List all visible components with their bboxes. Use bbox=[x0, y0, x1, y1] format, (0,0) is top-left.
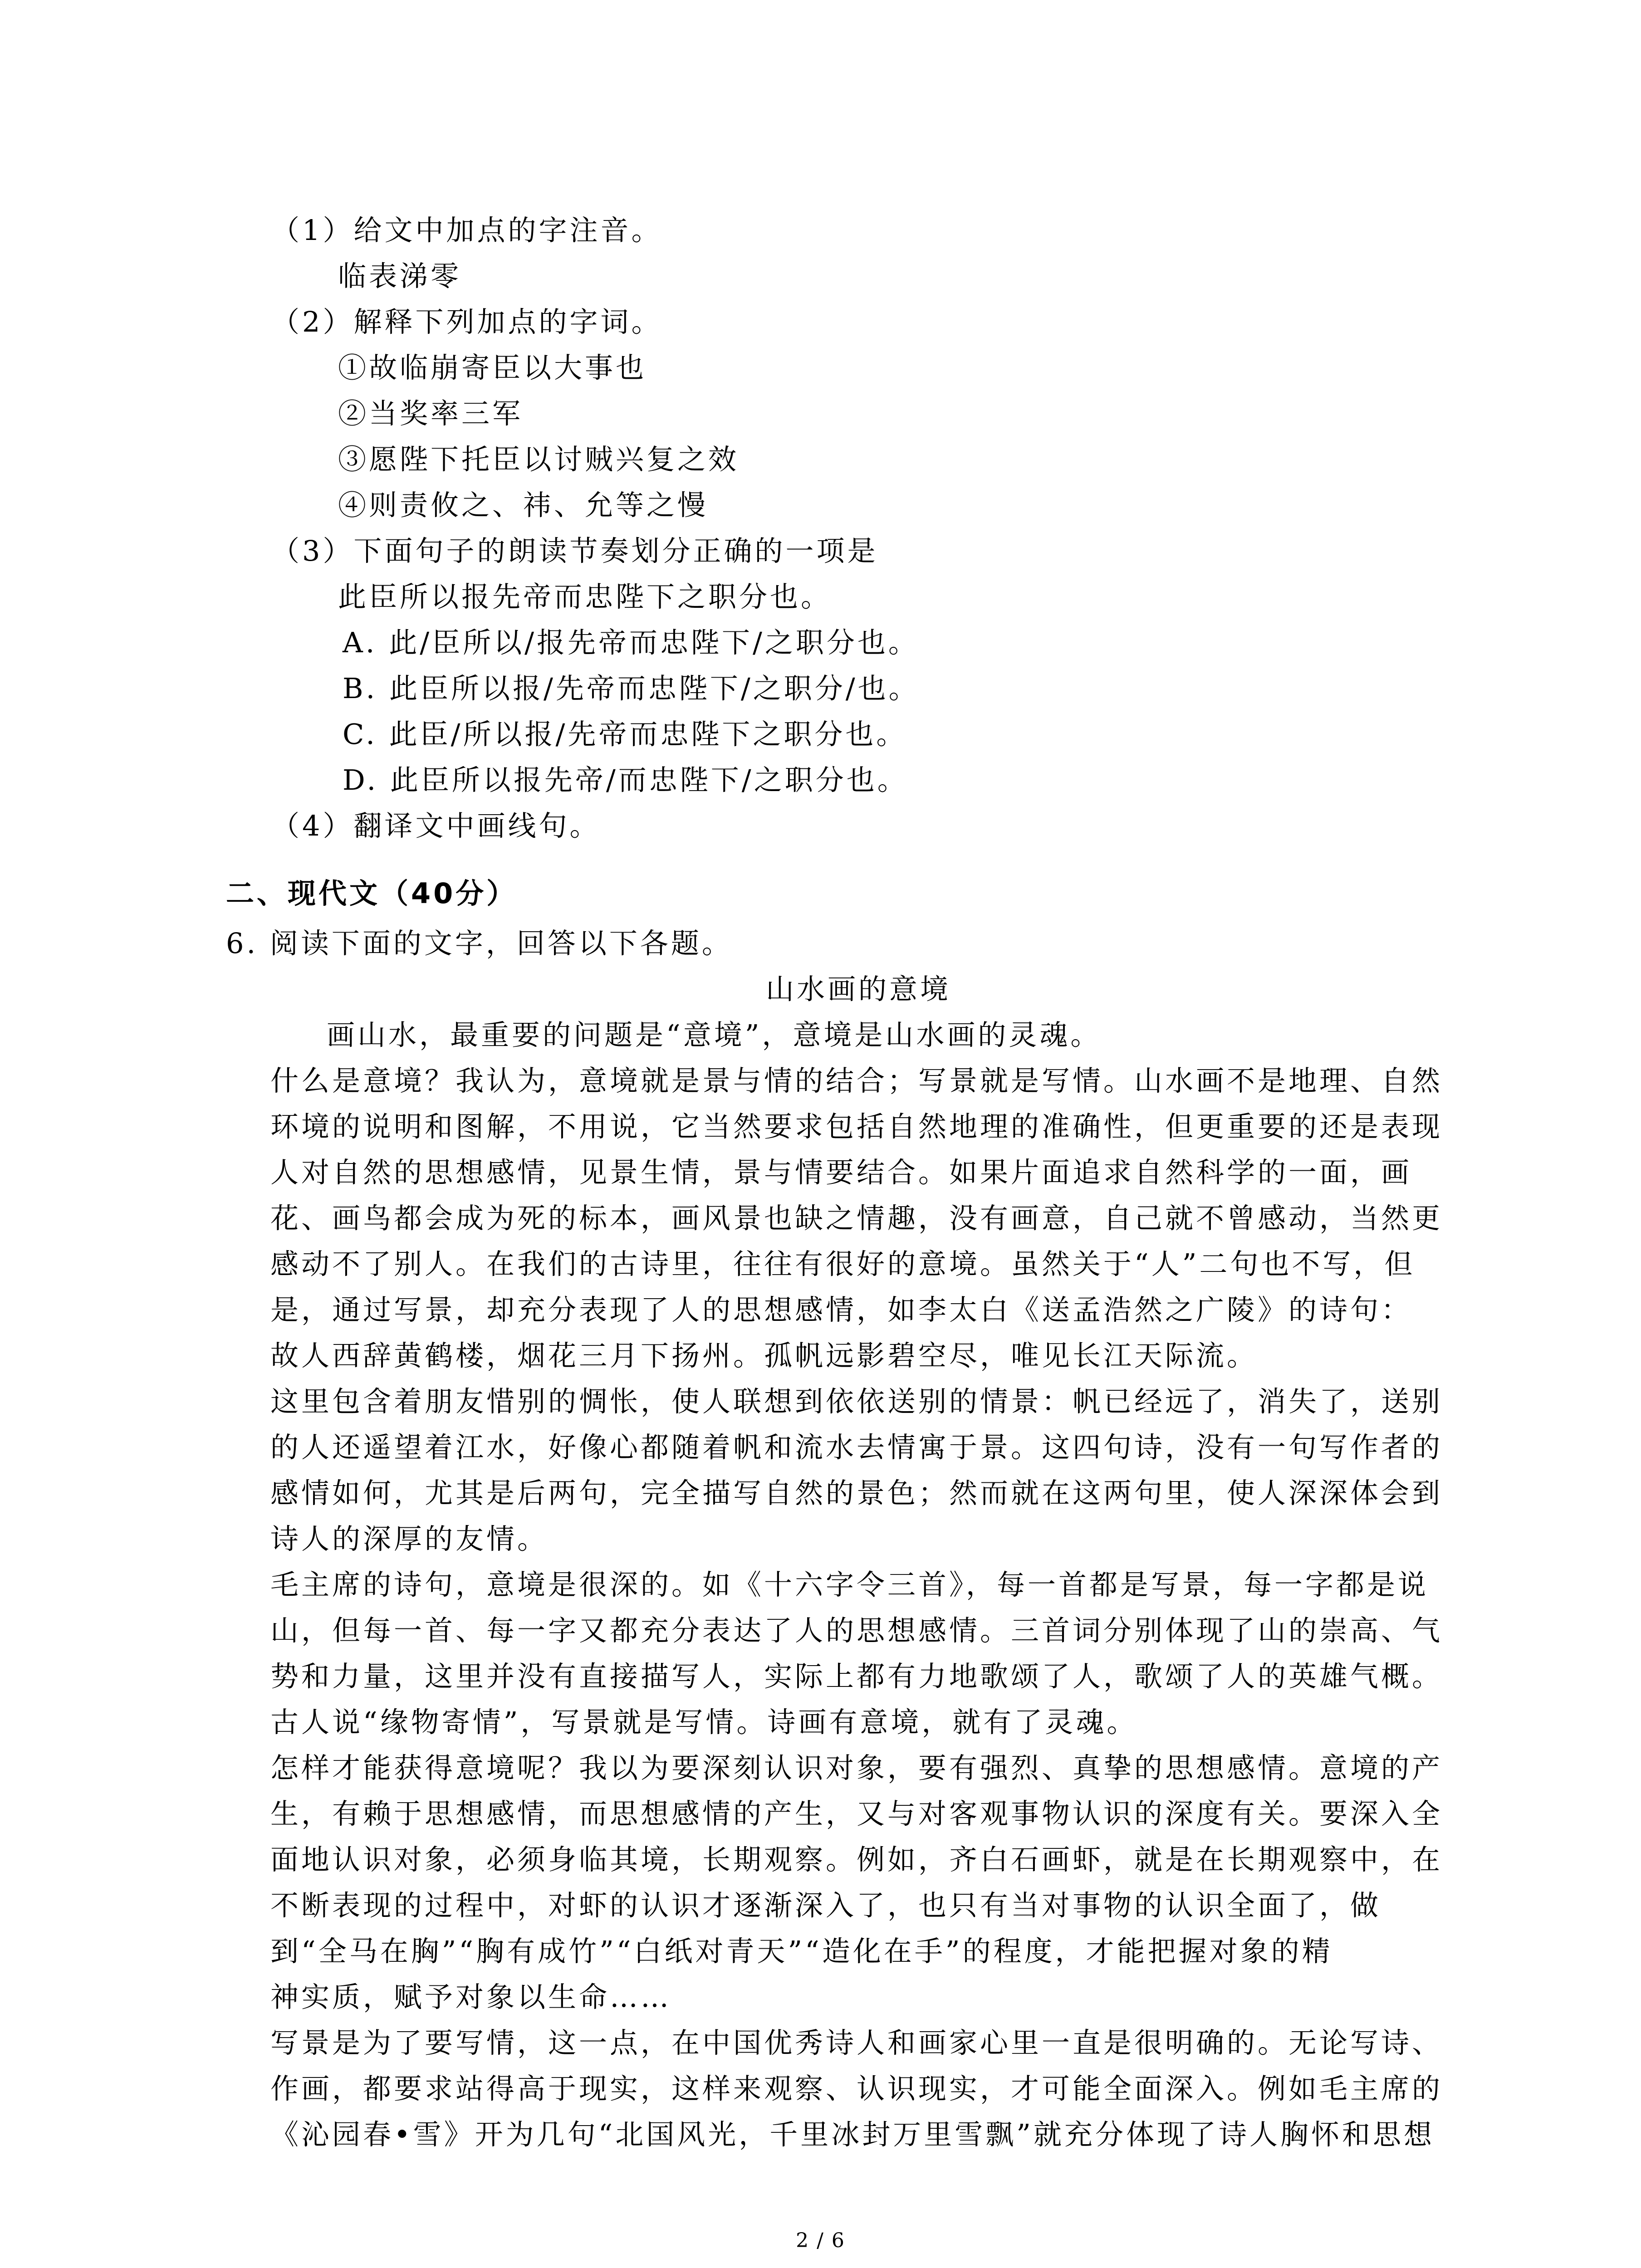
q5-option-d: D. 此臣所以报先帝/而忠陛下/之职分也。 bbox=[343, 763, 908, 797]
q5-sub3-sentence: 此臣所以报先帝而忠陛下之职分也。 bbox=[338, 580, 832, 613]
passage-line: 的人还遥望着江水，好像心都随着帆和流水去情寓于景。这四句诗，没有一句写作者的 bbox=[270, 1431, 1443, 1464]
passage-line: 面地认识对象，必须身临其境，长期观察。例如，齐白石画虾，就是在长期观察中，在 bbox=[270, 1843, 1443, 1876]
passage-line: 是，通过写景，却充分表现了人的思想感情，如李太白《送孟浩然之广陵》的诗句： bbox=[270, 1293, 1412, 1326]
passage-line: 作画，都要求站得高于现实，这样来观察、认识现实，才可能全面深入。例如毛主席的 bbox=[270, 2072, 1443, 2105]
q5-sub3: （3）下面句子的朗读节奏划分正确的一项是 bbox=[271, 534, 878, 567]
passage-line: 感情如何，尤其是后两句，完全描写自然的景色；然而就在这两句里，使人深深体会到 bbox=[270, 1476, 1443, 1510]
passage-line: 感动不了别人。在我们的古诗里，往往有很好的意境。虽然关于“人”二句也不写，但 bbox=[270, 1247, 1416, 1281]
q5-sub1-word: 临表涕零 bbox=[338, 259, 462, 293]
passage-line: 花、画鸟都会成为死的标本，画风景也缺之情趣，没有画意，自己就不曾感动，当然更 bbox=[270, 1202, 1443, 1235]
q5-sub1: （1）给文中加点的字注音。 bbox=[271, 214, 662, 247]
passage-line: 不断表现的过程中，对虾的认识才逐渐深入了，也只有当对事物的认识全面了，做 bbox=[270, 1889, 1381, 1922]
q5-option-b: B. 此臣所以报/先帝而忠陛下/之职分/也。 bbox=[343, 672, 920, 705]
q5-option-a: A. 此/臣所以/报先帝而忠陛下/之职分也。 bbox=[343, 626, 919, 659]
q5-sub2-item: ②当奖率三军 bbox=[338, 397, 524, 430]
passage-line: 怎样才能获得意境呢？我以为要深刻认识对象，要有强烈、真挚的思想感情。意境的产 bbox=[270, 1751, 1443, 1784]
q5-sub2-item: ①故临崩寄臣以大事也 bbox=[338, 351, 647, 384]
passage-line: 势和力量，这里并没有直接描写人，实际上都有力地歌颂了人，歌颂了人的英雄气概。 bbox=[270, 1660, 1443, 1693]
passage-line: 生，有赖于思想感情，而思想感情的产生，又与对客观事物认识的深度有关。要深入全 bbox=[270, 1797, 1443, 1830]
passage-line: 故人西辞黄鹤楼，烟花三月下扬州。孤帆远影碧空尽，唯见长江天际流。 bbox=[270, 1339, 1258, 1372]
passage-line: 古人说“缘物寄情”，写景就是写情。诗画有意境，就有了灵魂。 bbox=[270, 1706, 1138, 1739]
q5-sub4: （4）翻译文中画线句。 bbox=[271, 809, 601, 842]
section-heading: 二、现代文（40分） bbox=[226, 877, 518, 910]
passage-line: 环境的说明和图解，不用说，它当然要求包括自然地理的准确性，但更重要的还是表现 bbox=[270, 1110, 1443, 1143]
q5-sub2-item: ④则责攸之、祎、允等之慢 bbox=[338, 489, 709, 522]
q5-sub2-item: ③愿陛下托臣以讨贼兴复之效 bbox=[338, 443, 740, 476]
passage-title: 山水画的意境 bbox=[766, 973, 951, 1006]
passage-line: 山，但每一首、每一字又都充分表达了人的思想感情。三首词分别体现了山的崇高、气 bbox=[270, 1614, 1443, 1647]
passage-line: 《沁园春•雪》开为几句“北国风光，千里冰封万里雪飘”就充分体现了诗人胸怀和思想 bbox=[270, 2118, 1435, 2151]
q5-option-c: C. 此臣/所以报/先帝而忠陛下之职分也。 bbox=[343, 718, 907, 751]
q6-prompt: 6. 阅读下面的文字，回答以下各题。 bbox=[226, 927, 733, 960]
passage-line: 写景是为了要写情，这一点，在中国优秀诗人和画家心里一直是很明确的。无论写诗、 bbox=[270, 2026, 1443, 2059]
passage-line: 什么是意境？我认为，意境就是景与情的结合；写景就是写情。山水画不是地理、自然 bbox=[270, 1064, 1443, 1097]
passage-line: 毛主席的诗句，意境是很深的。如《十六字令三首》，每一首都是写景，每一字都是说 bbox=[270, 1568, 1429, 1601]
passage-line: 这里包含着朋友惜别的惆怅，使人联想到依依送别的情景：帆已经远了，消失了，送别 bbox=[270, 1385, 1443, 1418]
passage-line: 诗人的深厚的友情。 bbox=[270, 1522, 549, 1555]
passage-line: 神实质，赋予对象以生命…… bbox=[270, 1980, 672, 2014]
q5-sub2: （2）解释下列加点的字词。 bbox=[271, 305, 662, 338]
passage-line: 到“全马在胸”“胸有成竹”“白纸对青天”“造化在手”的程度，才能把握对象的精 bbox=[270, 1935, 1333, 1968]
passage-line: 人对自然的思想感情，见景生情，景与情要结合。如果片面追求自然科学的一面，画 bbox=[270, 1156, 1412, 1189]
page-number: 2 / 6 bbox=[796, 2229, 845, 2252]
passage-line: 画山水，最重要的问题是“意境”，意境是山水画的灵魂。 bbox=[327, 1018, 1102, 1051]
